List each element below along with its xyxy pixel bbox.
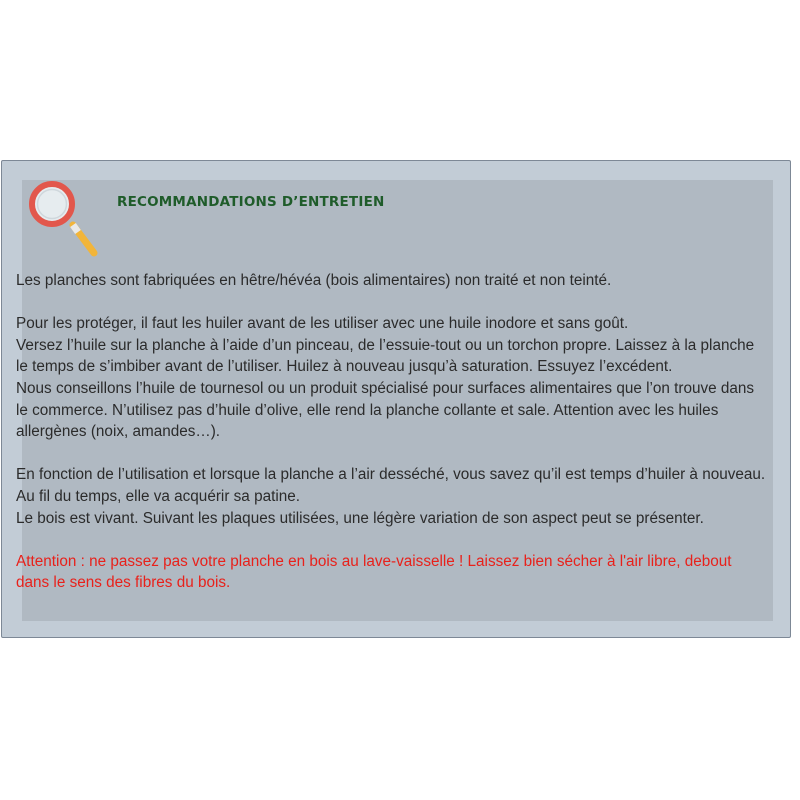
usage-line: En fonction de l’utilisation et lorsque la planche a l’air desséché, vous savez qu’il est temps d’huiler à nouveau. xyxy=(16,466,766,484)
warning-line: dans le sens des fibres du bois. xyxy=(16,574,231,592)
usage-line: Le bois est vivant. Suivant les plaques utilisées, une légère variation de son aspect peut se présenter. xyxy=(16,509,704,527)
care-line: Versez l’huile sur la planche à l’aide d’un pinceau, de l’essuie-tout ou un torchon propre. Laissez à la planche xyxy=(16,336,755,354)
paragraph-spacer xyxy=(16,292,791,314)
magnifying-glass-icon xyxy=(26,178,102,262)
care-text xyxy=(16,270,791,594)
care-line: Nous conseillons l’huile de tournesol ou un produit spécialisé pour surfaces alimentaires que l’on trouve dans xyxy=(16,379,755,397)
care-line: le commerce. N’utilisez pas d’huile d’olive, elle rend la planche collante et sale. Attention avec les huiles xyxy=(16,401,719,419)
warning-line: Attention : ne passez pas votre planche en bois au lave-vaisselle ! Laissez bien sécher à l'air libre, debout xyxy=(16,552,732,570)
usage-line: Au fil du temps, elle va acquérir sa patine. xyxy=(16,487,300,505)
care-line: le temps de s’imbiber avant de l’utiliser. Huilez à nouveau jusqu’à saturation. Essuyez l’excédent. xyxy=(16,358,673,376)
intro-paragraph: Les planches sont fabriquées en hêtre/hévéa (bois alimentaires) non traité et non teinté. xyxy=(16,272,612,289)
page-title: RECOMMANDATIONS D’ENTRETIEN xyxy=(117,194,385,210)
paragraph-spacer xyxy=(16,529,791,551)
care-line: allergènes (noix, amandes…). xyxy=(16,423,221,441)
paragraph-spacer xyxy=(16,443,791,465)
care-line: Pour les protéger, il faut les huiler avant de les utiliser avec une huile inodore et sans goût. xyxy=(16,315,629,333)
